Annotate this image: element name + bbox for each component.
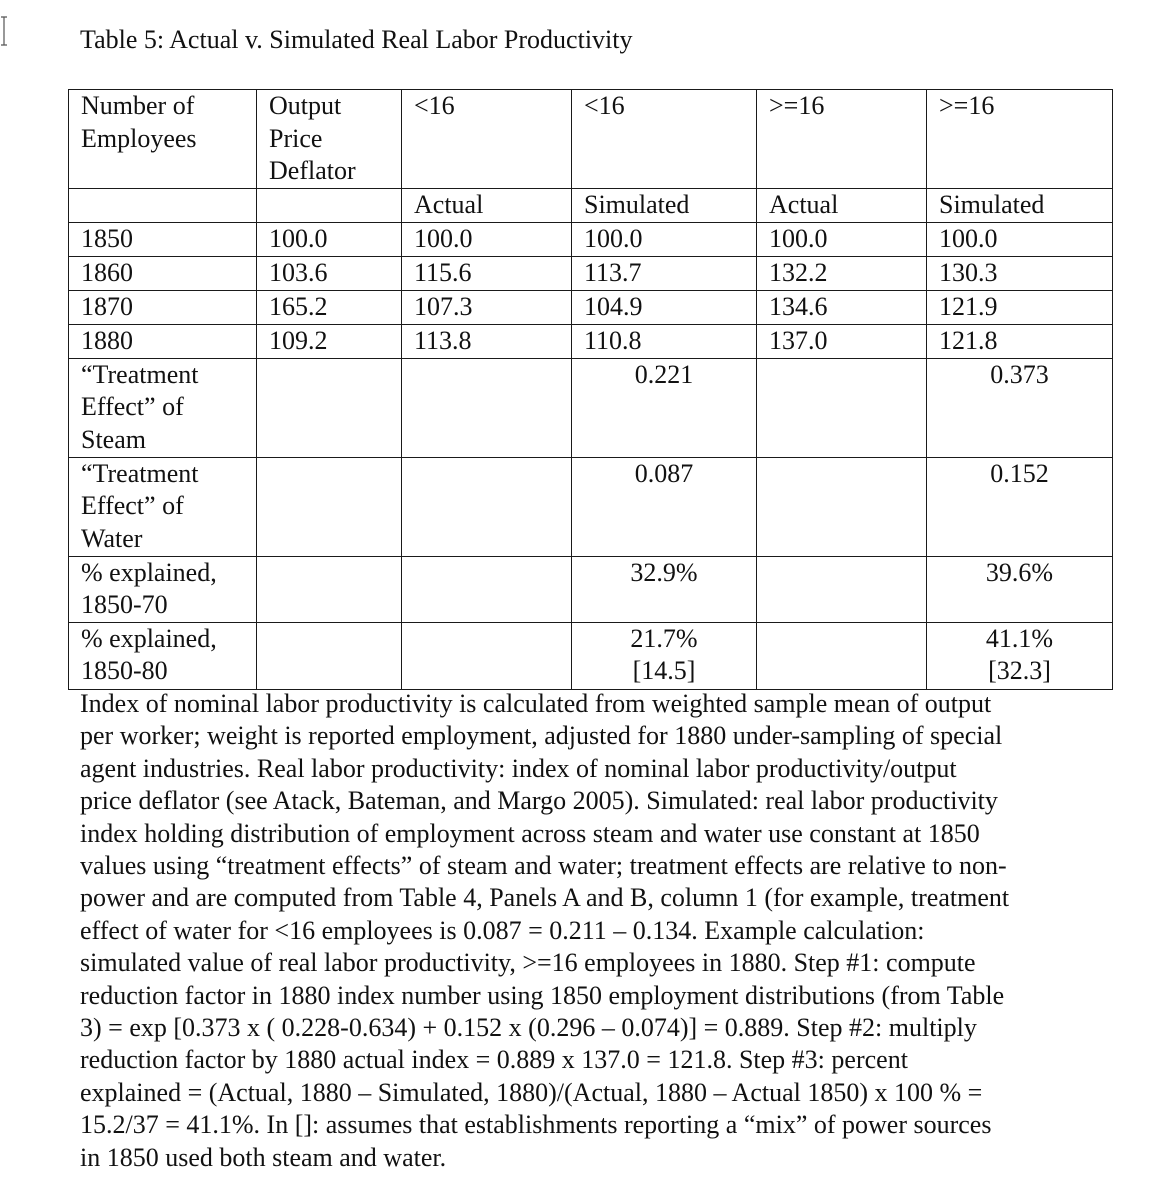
empty-cell bbox=[757, 358, 927, 457]
text-cursor-icon bbox=[0, 16, 8, 46]
empty-cell bbox=[402, 358, 572, 457]
table-cell: 109.2 bbox=[257, 324, 402, 358]
subheader-cell: Actual bbox=[402, 188, 572, 222]
note-line: reduction factor by 1880 actual index = 0.889 x 137.0 = 121.8. Step #3: percent bbox=[80, 1045, 908, 1075]
subheader-cell: Actual bbox=[757, 188, 927, 222]
note-line: per worker; weight is reported employment, adjusted for 1880 under-sampling of special bbox=[80, 721, 1003, 751]
year-cell: 1860 bbox=[69, 256, 257, 290]
explained-1850-80-row bbox=[69, 622, 1113, 689]
header-ge16-actual: >=16 bbox=[757, 90, 927, 189]
row-label: “Treatment Effect” of Water bbox=[69, 457, 257, 556]
header-row bbox=[69, 90, 1113, 189]
table-cell: 100.0 bbox=[257, 222, 402, 256]
table-cell: 110.8 bbox=[572, 324, 757, 358]
empty-cell bbox=[257, 622, 402, 689]
steam-effect-lt16: 0.221 bbox=[572, 358, 757, 457]
empty-cell bbox=[257, 556, 402, 622]
row-label: “Treatment Effect” of Steam bbox=[69, 358, 257, 457]
empty-cell bbox=[257, 457, 402, 556]
explained-70-ge16: 39.6% bbox=[927, 556, 1113, 622]
empty-cell bbox=[402, 457, 572, 556]
subheader-cell: Simulated bbox=[927, 188, 1113, 222]
table-cell: 165.2 bbox=[257, 290, 402, 324]
header-ge16-simulated: >=16 bbox=[927, 90, 1113, 189]
note-line: explained = (Actual, 1880 – Simulated, 1880)/(Actual, 1880 – Actual 1850) x 100 % = bbox=[80, 1077, 983, 1107]
table-title: Table 5: Actual v. Simulated Real Labor Productivity bbox=[80, 25, 633, 54]
note-line: in 1850 used both steam and water. bbox=[80, 1142, 447, 1172]
table-cell: 113.8 bbox=[402, 324, 572, 358]
subheader-cell: Simulated bbox=[572, 188, 757, 222]
table-cell: 137.0 bbox=[757, 324, 927, 358]
header-employees: Number of Employees bbox=[69, 90, 257, 189]
table-cell: 132.2 bbox=[757, 256, 927, 290]
year-cell: 1870 bbox=[69, 290, 257, 324]
steam-effect-ge16: 0.373 bbox=[927, 358, 1113, 457]
explained-70-lt16: 32.9% bbox=[572, 556, 757, 622]
steam-effect-row bbox=[69, 358, 1113, 457]
empty-cell bbox=[257, 358, 402, 457]
note-line: simulated value of real labor productivity, >=16 employees in 1880. Step #1: compute bbox=[80, 948, 976, 978]
row-label: % explained, 1850-80 bbox=[69, 622, 257, 689]
table-cell: 104.9 bbox=[572, 290, 757, 324]
note-line: Index of nominal labor productivity is calculated from weighted sample mean of output bbox=[80, 689, 992, 718]
table-cell: 121.9 bbox=[927, 290, 1113, 324]
header-lt16-simulated: <16 bbox=[572, 90, 757, 189]
note-line: agent industries. Real labor productivity: index of nominal labor productivity/output bbox=[80, 753, 957, 783]
note-line: 3) = exp [0.373 x ( 0.228-0.634) + 0.152 x (0.296 – 0.074)] = 0.889. Step #2: multiply bbox=[80, 1013, 977, 1043]
note-line: values using “treatment effects” of steam and water; treatment effects are relative to non- bbox=[80, 851, 1007, 881]
empty-cell bbox=[757, 622, 927, 689]
note-line: power and are computed from Table 4, Panels A and B, column 1 (for example, treatment bbox=[80, 883, 1010, 913]
water-effect-ge16: 0.152 bbox=[927, 457, 1113, 556]
table-cell: 113.7 bbox=[572, 256, 757, 290]
year-cell: 1850 bbox=[69, 222, 257, 256]
table-row bbox=[69, 324, 1113, 358]
header-deflator: Output Price Deflator bbox=[257, 90, 402, 189]
note-line: index holding distribution of employment across steam and water use constant at 1850 bbox=[80, 818, 980, 848]
explained-80-ge16: 41.1% [32.3] bbox=[927, 622, 1113, 689]
note-line: effect of water for <16 employees is 0.087 = 0.211 – 0.134. Example calculation: bbox=[80, 915, 925, 945]
table-cell: 130.3 bbox=[927, 256, 1113, 290]
subheader-row bbox=[69, 188, 1113, 222]
table-row bbox=[69, 222, 1113, 256]
table-cell: 134.6 bbox=[757, 290, 927, 324]
table-cell: 100.0 bbox=[402, 222, 572, 256]
table-row bbox=[69, 290, 1113, 324]
table-cell: 100.0 bbox=[927, 222, 1113, 256]
table-cell: 103.6 bbox=[257, 256, 402, 290]
header-lt16-actual: <16 bbox=[402, 90, 572, 189]
explained-1850-70-row bbox=[69, 556, 1113, 622]
empty-cell bbox=[757, 556, 927, 622]
subheader-cell bbox=[69, 188, 257, 222]
productivity-table bbox=[68, 89, 1113, 690]
note-line: price deflator (see Atack, Bateman, and Margo 2005). Simulated: real labor productivity bbox=[80, 786, 998, 816]
empty-cell bbox=[402, 556, 572, 622]
table-cell: 115.6 bbox=[402, 256, 572, 290]
water-effect-lt16: 0.087 bbox=[572, 457, 757, 556]
note-line: 15.2/37 = 41.1%. In []: assumes that establishments reporting a “mix” of power sources bbox=[80, 1110, 992, 1140]
note-line: reduction factor in 1880 index number using 1850 employment distributions (from Table bbox=[80, 980, 1005, 1010]
table-cell: 100.0 bbox=[757, 222, 927, 256]
table-note bbox=[80, 688, 1120, 1174]
empty-cell bbox=[757, 457, 927, 556]
table-cell: 107.3 bbox=[402, 290, 572, 324]
explained-80-lt16: 21.7% [14.5] bbox=[572, 622, 757, 689]
table-cell: 121.8 bbox=[927, 324, 1113, 358]
subheader-cell bbox=[257, 188, 402, 222]
year-cell: 1880 bbox=[69, 324, 257, 358]
table-cell: 100.0 bbox=[572, 222, 757, 256]
water-effect-row bbox=[69, 457, 1113, 556]
empty-cell bbox=[402, 622, 572, 689]
row-label: % explained, 1850-70 bbox=[69, 556, 257, 622]
table-row bbox=[69, 256, 1113, 290]
